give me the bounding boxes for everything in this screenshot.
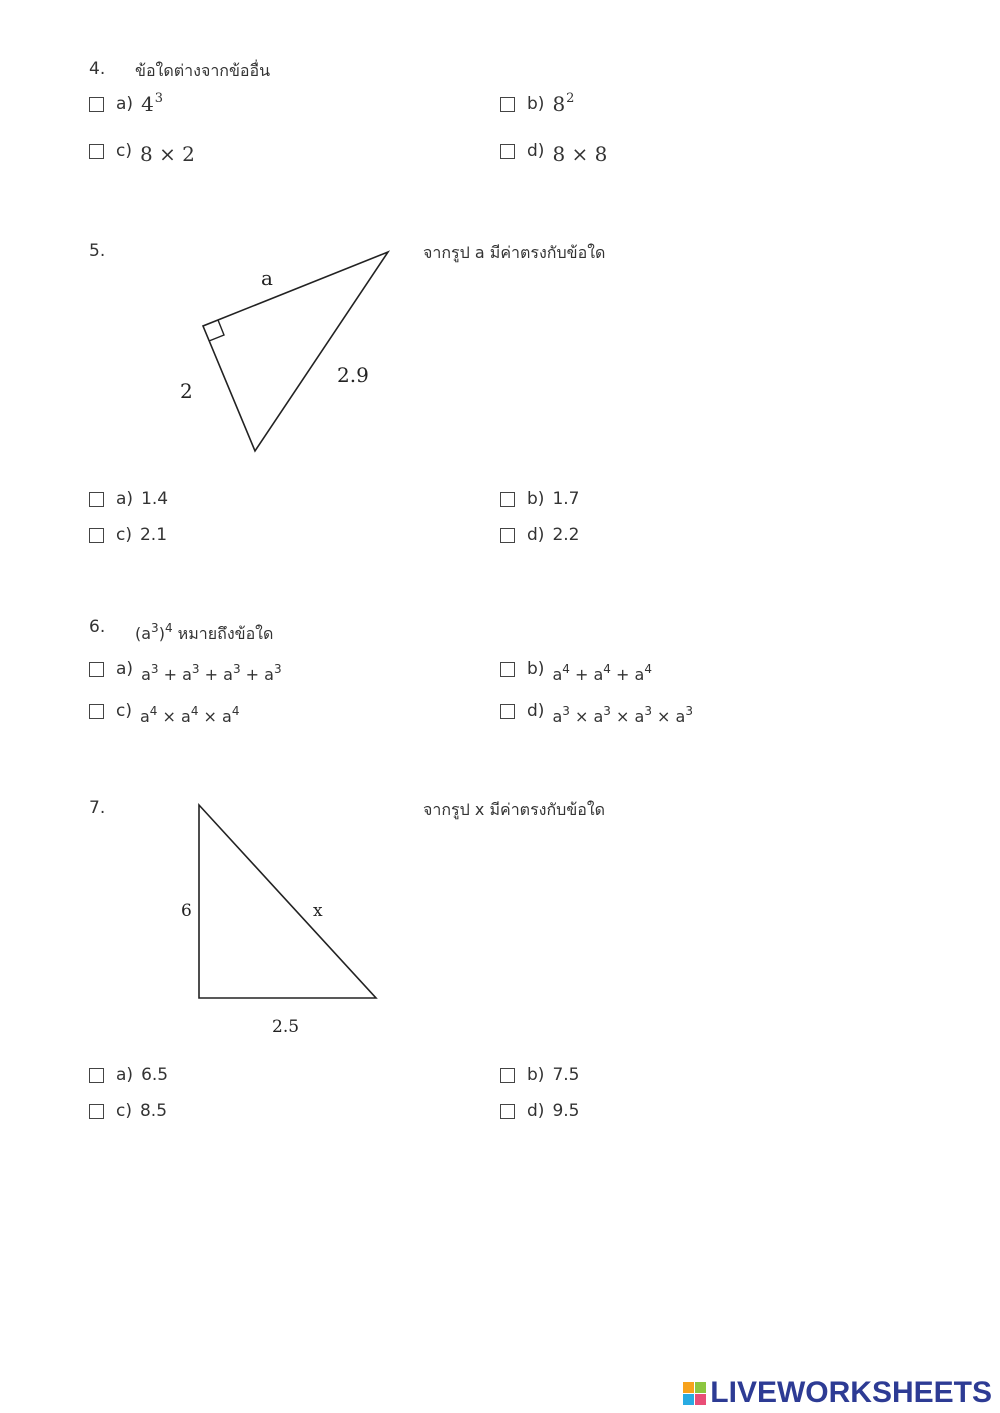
option-letter: d) [527, 525, 545, 545]
option-letter: c) [116, 525, 132, 545]
empty-checkbox-icon[interactable] [500, 1068, 515, 1083]
option-expression: 8 × 2 [139, 142, 195, 166]
option-expression: $4^3$ [141, 91, 164, 116]
side-label-6: 6 [181, 901, 192, 921]
option-value: 2.2 [552, 525, 580, 545]
liveworksheets-logo [683, 1376, 992, 1410]
q5-option-b[interactable] [500, 487, 579, 511]
option-expression: $8^2$ [552, 91, 575, 116]
option-letter: b) [527, 1065, 545, 1085]
option-letter: b) [527, 659, 545, 679]
option-letter: d) [527, 141, 545, 161]
side-label-x: x [313, 901, 323, 921]
option-value: 2.1 [139, 525, 168, 545]
empty-checkbox-icon[interactable] [500, 704, 515, 719]
question-7-number: 7. [89, 798, 106, 818]
empty-checkbox-icon[interactable] [89, 528, 104, 543]
q5-option-d[interactable] [500, 523, 579, 547]
option-expression: 8 × 8 [552, 142, 608, 166]
empty-checkbox-icon[interactable] [500, 528, 515, 543]
option-letter: d) [527, 1101, 545, 1121]
side-label-hypotenuse: 2.9 [337, 363, 369, 387]
option-value: 6.5 [141, 1065, 169, 1085]
option-letter: a) [116, 659, 134, 679]
question-7-text: จากรูป x มีค่าตรงกับข้อใด [423, 800, 606, 819]
logo-squares-icon [683, 1382, 706, 1405]
question-6-text: $(a^3)^4$ หมายถึงข้อใด [135, 621, 274, 643]
q7-option-d[interactable] [500, 1099, 579, 1123]
triangle-figure-q7 [160, 795, 400, 1045]
q4-option-d[interactable] [500, 139, 608, 166]
option-value: 1.4 [141, 489, 169, 509]
empty-checkbox-icon[interactable] [500, 1104, 515, 1119]
option-expression: $a^4 + a^4 + a^4$ [552, 661, 652, 684]
question-6-number: 6. [89, 617, 106, 637]
side-label-2: 2 [180, 379, 193, 403]
option-letter: a) [116, 94, 134, 114]
q7-option-a[interactable] [89, 1063, 168, 1087]
option-letter: c) [116, 1101, 132, 1121]
q6-option-c[interactable] [89, 699, 240, 726]
option-letter: a) [116, 489, 134, 509]
triangle-figure-q5 [150, 240, 410, 460]
option-letter: c) [116, 701, 132, 721]
q6-option-d[interactable] [500, 699, 693, 726]
brand-name: LIVEWORKSHEETS [710, 1376, 992, 1409]
q6-option-b[interactable] [500, 657, 652, 684]
question-4-text: ข้อใดต่างจากข้ออื่น [135, 61, 271, 80]
q4-option-b[interactable] [500, 92, 574, 116]
q5-option-a[interactable] [89, 487, 168, 511]
question-5-number: 5. [89, 241, 106, 261]
question-5-text: จากรูป a มีค่าตรงกับข้อใด [423, 243, 606, 262]
q6-option-a[interactable] [89, 657, 282, 684]
q7-option-c[interactable] [89, 1099, 167, 1123]
empty-checkbox-icon[interactable] [89, 662, 104, 677]
option-letter: a) [116, 1065, 134, 1085]
option-value: 7.5 [552, 1065, 580, 1085]
option-letter: b) [527, 94, 545, 114]
empty-checkbox-icon[interactable] [500, 492, 515, 507]
empty-checkbox-icon[interactable] [500, 662, 515, 677]
empty-checkbox-icon[interactable] [89, 492, 104, 507]
option-value: 1.7 [552, 489, 580, 509]
empty-checkbox-icon[interactable] [89, 1068, 104, 1083]
option-expression: $a^3 \times a^3 \times a^3 \times a^3$ [552, 703, 693, 726]
q4-option-a[interactable] [89, 92, 163, 116]
empty-checkbox-icon[interactable] [500, 144, 515, 159]
question-4-number: 4. [89, 59, 106, 79]
side-label-a: a [261, 266, 273, 290]
q4-option-c[interactable] [89, 139, 195, 166]
option-expression: $a^3 + a^3 + a^3 + a^3$ [141, 661, 282, 684]
option-letter: c) [116, 141, 132, 161]
empty-checkbox-icon[interactable] [89, 97, 104, 112]
option-letter: b) [527, 489, 545, 509]
option-expression: $a^4 \times a^4 \times a^4$ [139, 703, 240, 726]
option-value: 9.5 [552, 1101, 580, 1121]
option-value: 8.5 [139, 1101, 168, 1121]
q5-option-c[interactable] [89, 523, 167, 547]
option-letter: d) [527, 701, 545, 721]
empty-checkbox-icon[interactable] [89, 704, 104, 719]
empty-checkbox-icon[interactable] [89, 144, 104, 159]
side-label-2-5: 2.5 [272, 1017, 300, 1037]
q7-option-b[interactable] [500, 1063, 579, 1087]
empty-checkbox-icon[interactable] [500, 97, 515, 112]
empty-checkbox-icon[interactable] [89, 1104, 104, 1119]
